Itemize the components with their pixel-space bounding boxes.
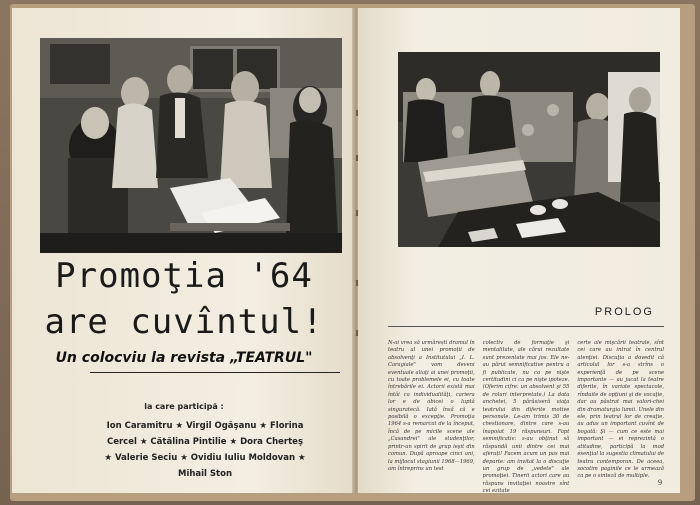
participants-line: Ion Caramitru ★ Virgil Ogăşanu ★ Florina <box>106 421 304 431</box>
article-columns <box>388 340 665 495</box>
section-title-prolog: PROLOG <box>594 306 654 318</box>
sofa-photo-illustration <box>398 52 660 247</box>
participants-label: la care participă : <box>144 402 224 411</box>
subtitle-underline <box>90 372 340 373</box>
article-title-line1: Promoţia '64 <box>55 256 313 296</box>
article-title-line2: are cuvîntul! <box>44 302 324 342</box>
article-column-3 <box>577 340 664 480</box>
page-number: 9 <box>658 478 662 487</box>
participants-list <box>62 418 348 482</box>
right-page <box>358 8 680 493</box>
participants-line: Mihail Ston <box>177 469 233 479</box>
column-text: N-ai vrea să urmărești dramul în teatru al unei promoții de absolvenţi a Institutului „I. L. Caragiale" vom deveni eventuale aliaţi ai unei promoţii, cu toate problemele ei, cu toate întrebările ei. Actorii există mai întâi ca individualităţi, cariera lor e de obicei o luptă singuratecă. Iată însă că e posibilă o excepţie. Promoţia 1964 s-a remarcat de la început, încă de pe micile scene ale „Casandrei" ale studenţilor, printr-un spirit de grup ieşit din comun. După aproape cinci ani, la mijlocul stagiunii 1968—1969, am întreprins un test <box>388 340 475 472</box>
article-column-1 <box>388 340 475 480</box>
right-page-photo <box>398 52 660 247</box>
article-column-2 <box>482 340 570 495</box>
left-page <box>12 8 356 493</box>
participants-line: ★ Valerie Seciu ★ Ovidiu Iuliu Moldovan ★ <box>104 453 306 463</box>
left-page-photo <box>40 38 342 253</box>
article-subtitle: Un colocviu la revista „TEATRUL" <box>55 350 313 366</box>
column-text: colectiv de formaţie şi mentalitate, ale cărui rezultate sunt prezentate mai jos. Ele ne-au părut semnificative pentru a fi publicate, nu ca pe nişte certitudini ci ca pe nişte ipoteze. (Oferim cifre: un absolvent şi 55 de roluri interpretate.) La data anchetei, 5 părăsiseră viaţa teatrului din diferite motive personale. Le-am trimis 30 de chestionare, dintre care s-au înapoiat 19 răspunsuri. Fapt semnificativ: s-au obţinut să răspundă unii dintre cei mai aferați! Facem acum un pas mai departe: am invitat la o discuţie un grup de „vedete" ale promoţiei. Tinerii actori care au răspuns invitaţiei noastre sînt cei ezitate <box>482 340 570 495</box>
section-rule <box>388 326 664 327</box>
participants-line: Cercel ★ Cătălina Pintilie ★ Dora Cherteş <box>106 437 303 447</box>
group-photo-illustration <box>40 38 342 253</box>
column-text: certe ale mişcării teatrale, sînt cei care au intrat în centrul atenţiei. Discuţia a dovedit că articolul lor s-a strîns o experienţă de pe scene importante — au jucat la teatre diferite, în variate spectacole, rînduite de opţiuni şi de vocaţie, dar au păstrat mai valori-chei din dramaturgia lumii. Unele din ele, prin teatrul lor de creaţie, au adus un important cuvînt de bogată: Şi — cum ce este mai important — ei reprezintă o atitudine, participă la mod esenţial la sugestia climatului de teatru contemporan. De aceea, socotim paginile ce le urmează ca pe o sinteză de multiple. <box>577 340 665 480</box>
